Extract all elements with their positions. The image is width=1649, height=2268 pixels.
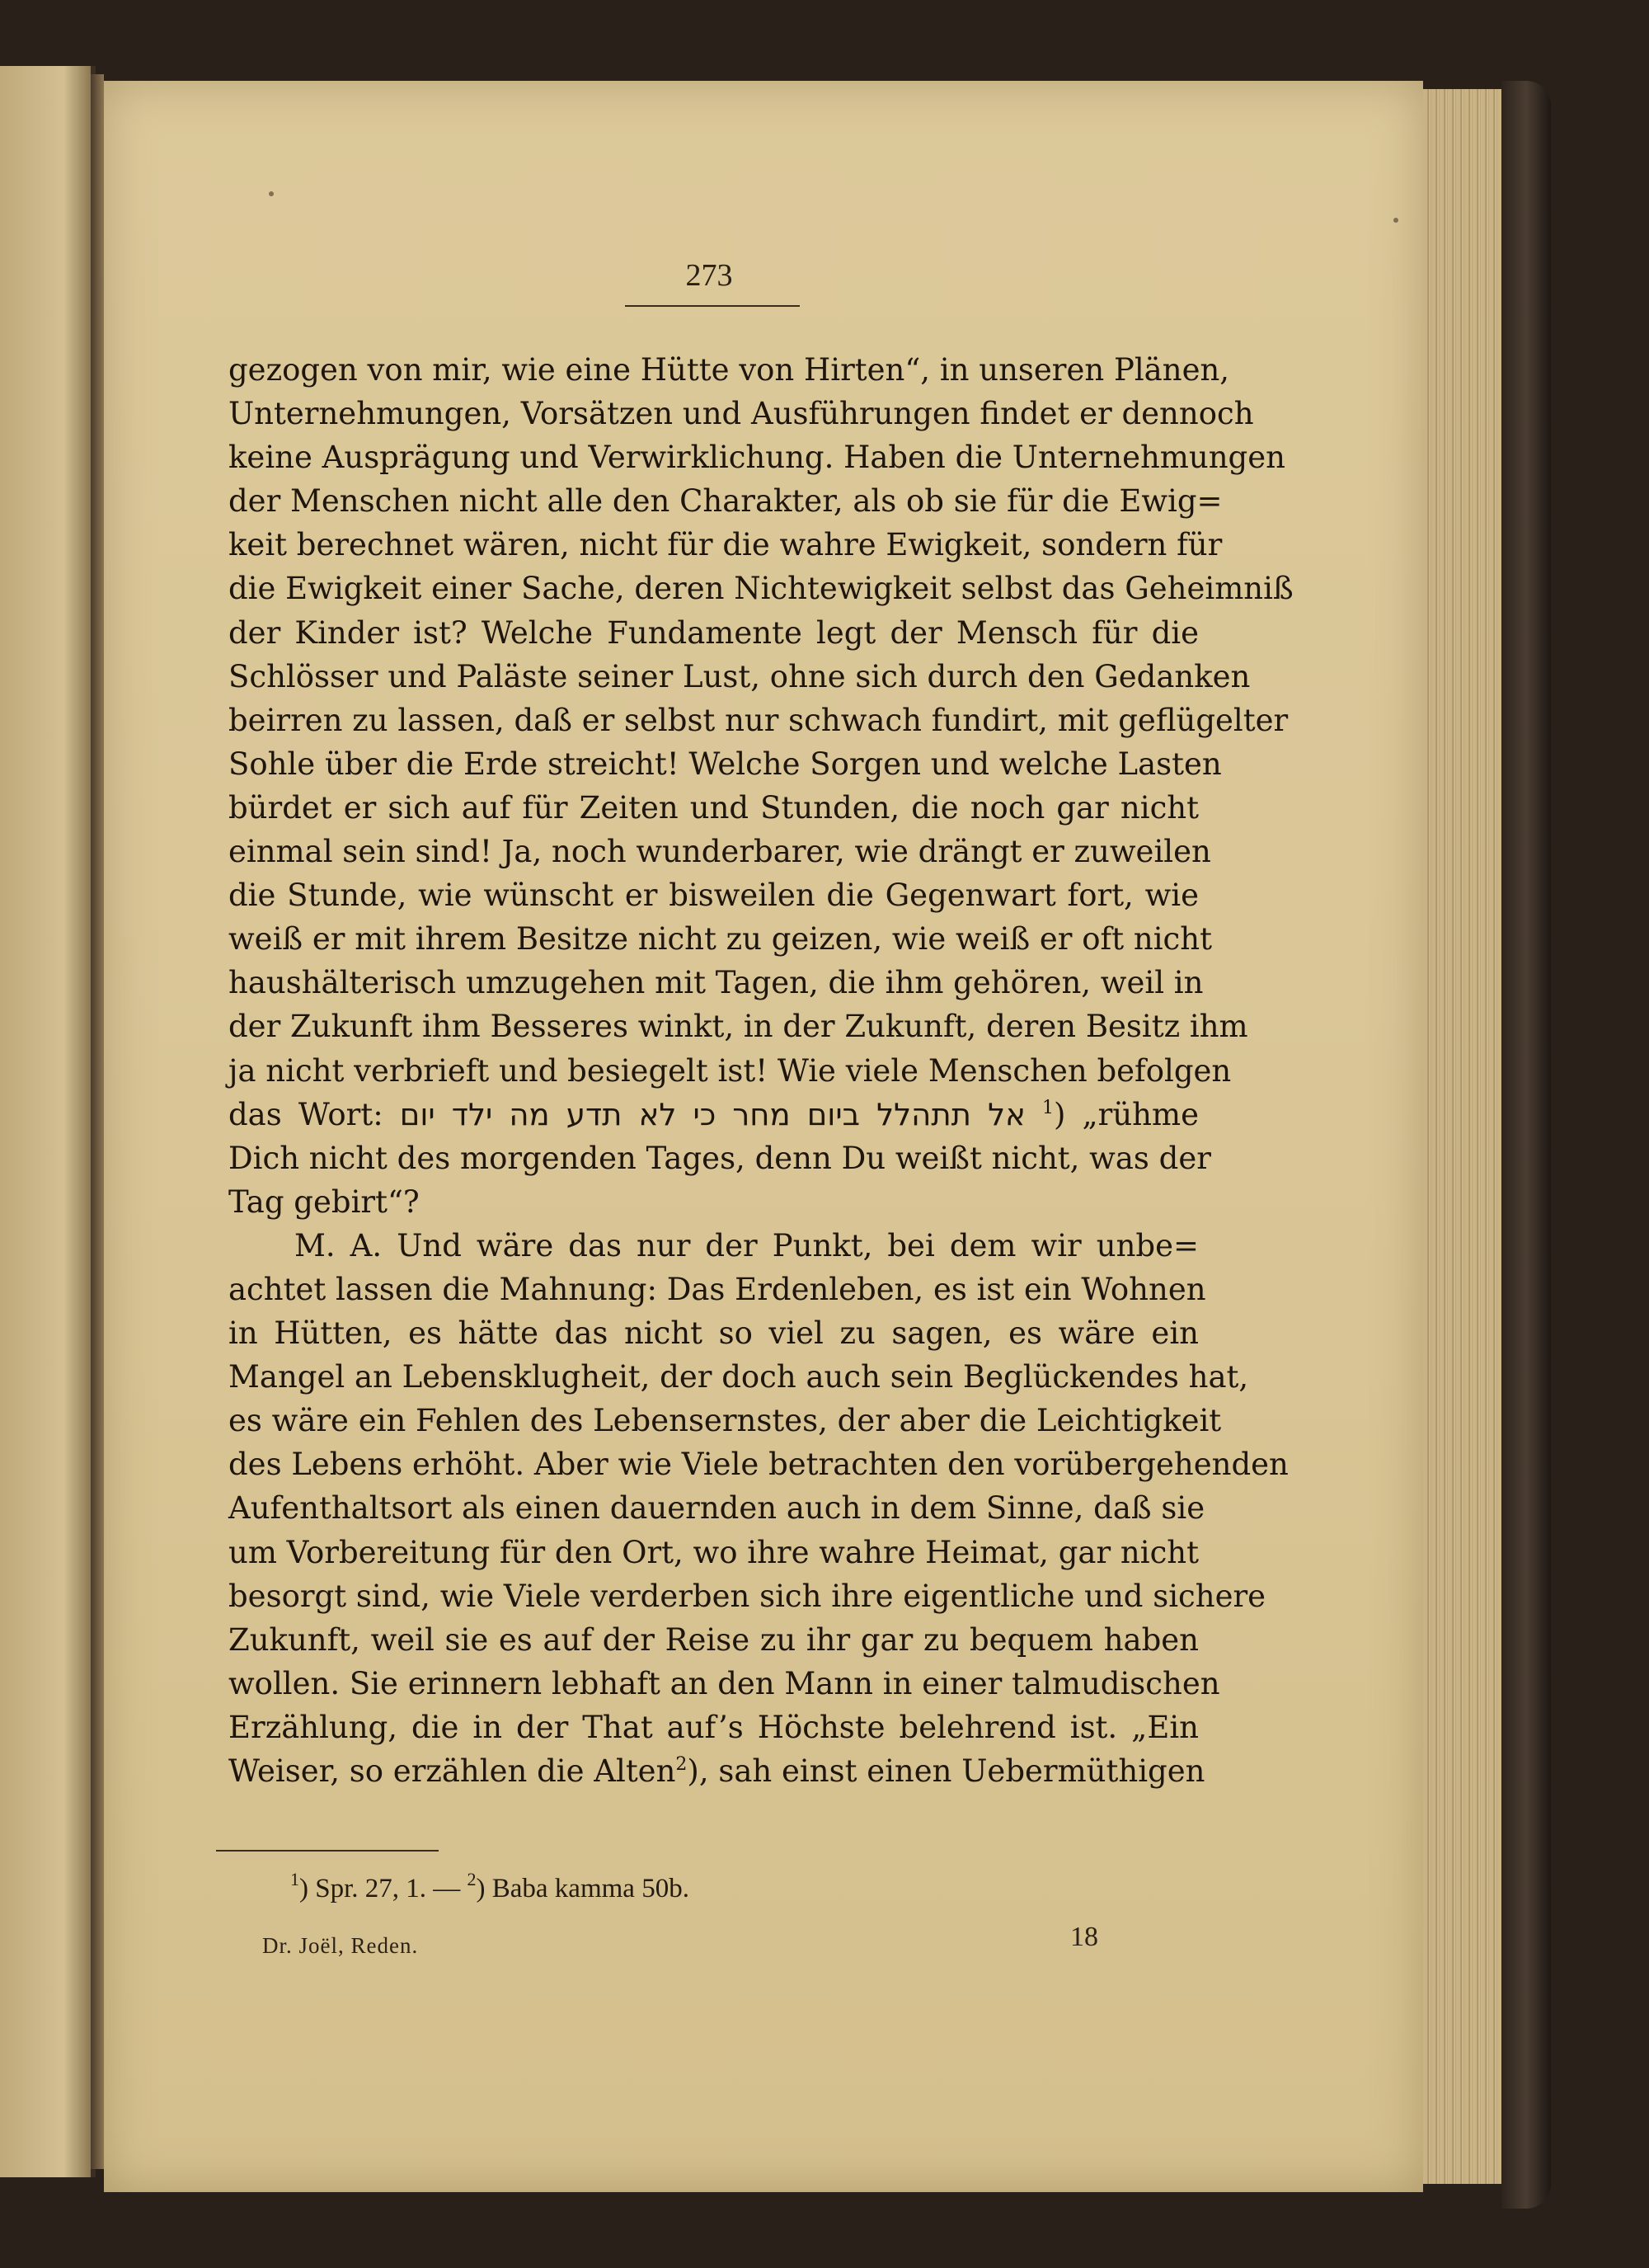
- hebrew-quote: אל תתהלל ביום מחר כי לא תדע מה ילד יום: [399, 1096, 1026, 1132]
- text-line: achtet lassen die Mahnung: Das Erdenleben, es ist ein Wohnen: [228, 1271, 1206, 1307]
- footnote-rule: [216, 1850, 439, 1852]
- final-line-prefix: Weiser, so erzählen die Alten: [228, 1753, 676, 1789]
- facing-page-edge: [0, 66, 96, 2177]
- footnote-text: ) Spr. 27, 1. —: [299, 1874, 461, 1903]
- text-line: Mangel an Lebensklugheit, der doch auch sein Beglückendes hat,: [228, 1359, 1249, 1395]
- text-line-hebrew: [228, 1093, 1199, 1136]
- header-rule: [625, 305, 800, 307]
- text-line: bürdet er sich auf für Zeiten und Stunden, die noch gar nicht: [228, 789, 1199, 826]
- body-text: [228, 348, 1294, 1793]
- text-line: ja nicht verbrieft und besiegelt ist! Wie viele Menschen befolgen: [228, 1052, 1232, 1089]
- text-line: die Stunde, wie wünscht er bisweilen die Gegenwart fort, wie: [228, 878, 1199, 914]
- text-line: in Hütten, es hätte das nicht so viel zu sagen, es wäre ein: [228, 1315, 1199, 1352]
- text-line: es wäre ein Fehlen des Lebensernstes, der aber die Leichtigkeit: [228, 1403, 1222, 1439]
- text-line: Unternehmungen, Vorsätzen und Ausführungen findet er dennoch: [228, 396, 1254, 432]
- text-line: Aufenthaltsort als einen dauernden auch in dem Sinne, daß sie: [228, 1490, 1205, 1527]
- hebrew-line-suffix: ) „rühme: [1053, 1096, 1199, 1132]
- footnote-ref: 2: [675, 1754, 688, 1775]
- text-line: keine Ausprägung und Verwirklichung. Haben die Unternehmungen: [228, 440, 1285, 476]
- text-line: des Lebens erhöht. Aber wie Viele betrachten den vorübergehenden: [228, 1447, 1289, 1483]
- sheet-signature: Dr. Joël, Reden.: [262, 1933, 419, 1958]
- sheet-number: 18: [1070, 1922, 1098, 1952]
- text-line: der Kinder ist? Welche Fundamente legt der Mensch für die: [228, 614, 1199, 651]
- paper-speck: [269, 191, 274, 196]
- final-line-suffix: ), sah einst einen Uebermüthigen: [687, 1753, 1205, 1789]
- paragraph-lines: [228, 348, 1294, 1093]
- page-edges: [1423, 89, 1501, 2184]
- text-line: weiß er mit ihrem Besitze nicht zu geizen, wie weiß er oft nicht: [228, 921, 1212, 958]
- footnote-mark: 1: [290, 1869, 299, 1889]
- text-line: Schlösser und Paläste seiner Lust, ohne sich durch den Gedanken: [228, 658, 1251, 694]
- page-number: 273: [685, 258, 733, 293]
- text-line: wollen. Sie erinnern lebhaft an den Mann in einer talmudischen: [228, 1665, 1220, 1701]
- text-line: um Vorbereitung für den Ort, wo ihre wahre Heimat, gar nicht: [228, 1534, 1199, 1570]
- text-line: die Ewigkeit einer Sache, deren Nichtewigkeit selbst das Geheimniß: [228, 571, 1294, 607]
- text-line: haushälterisch umzugehen mit Tagen, die ihm gehören, weil in: [228, 965, 1204, 1001]
- text-line: Erzählung, die in der That auf’s Höchste belehrend ist. „Ein: [228, 1709, 1199, 1745]
- text-line: gezogen von mir, wie eine Hütte von Hirten“, in unseren Plänen,: [228, 352, 1230, 388]
- text-line: beirren zu lassen, daß er selbst nur schwach fundirt, mit geflügelter: [228, 702, 1289, 738]
- text-line: besorgt sind, wie Viele verderben sich ihre eigentliche und sichere: [228, 1578, 1266, 1614]
- text-line: Dich nicht des morgenden Tages, denn Du weißt nicht, was der: [228, 1140, 1211, 1176]
- text-line: keit berechnet wären, nicht für die wahre Ewigkeit, sondern für: [228, 527, 1223, 563]
- book-cover-edge: [1501, 81, 1551, 2209]
- book-gutter: [91, 74, 104, 2169]
- text-line-final: [228, 1749, 1205, 1793]
- text-line: der Menschen nicht alle den Charakter, als ob sie für die Ewig=: [228, 483, 1223, 520]
- paragraph-lines: [228, 1136, 1289, 1749]
- footnote-text: ) Baba kamma 50b.: [476, 1874, 689, 1903]
- footnote: [290, 1869, 689, 1904]
- text-line: Zukunft, weil sie es auf der Reise zu ihr gar zu bequem haben: [228, 1621, 1199, 1658]
- hebrew-line-prefix: das Wort:: [228, 1096, 383, 1132]
- text-line: der Zukunft ihm Besseres winkt, in der Zukunft, deren Besitz ihm: [228, 1009, 1248, 1045]
- text-line: einmal sein sind! Ja, noch wunderbarer, wie drängt er zuweilen: [228, 834, 1211, 870]
- footnote-ref: 1: [1041, 1097, 1054, 1118]
- text-line: M. A. Und wäre das nur der Punkt, bei dem wir unbe=: [294, 1227, 1199, 1263]
- text-line: Sohle über die Erde streicht! Welche Sorgen und welche Lasten: [228, 746, 1222, 782]
- text-line: Tag gebirt“?: [228, 1183, 420, 1220]
- footnote-mark: 2: [467, 1869, 477, 1889]
- paper-speck: [1393, 218, 1398, 223]
